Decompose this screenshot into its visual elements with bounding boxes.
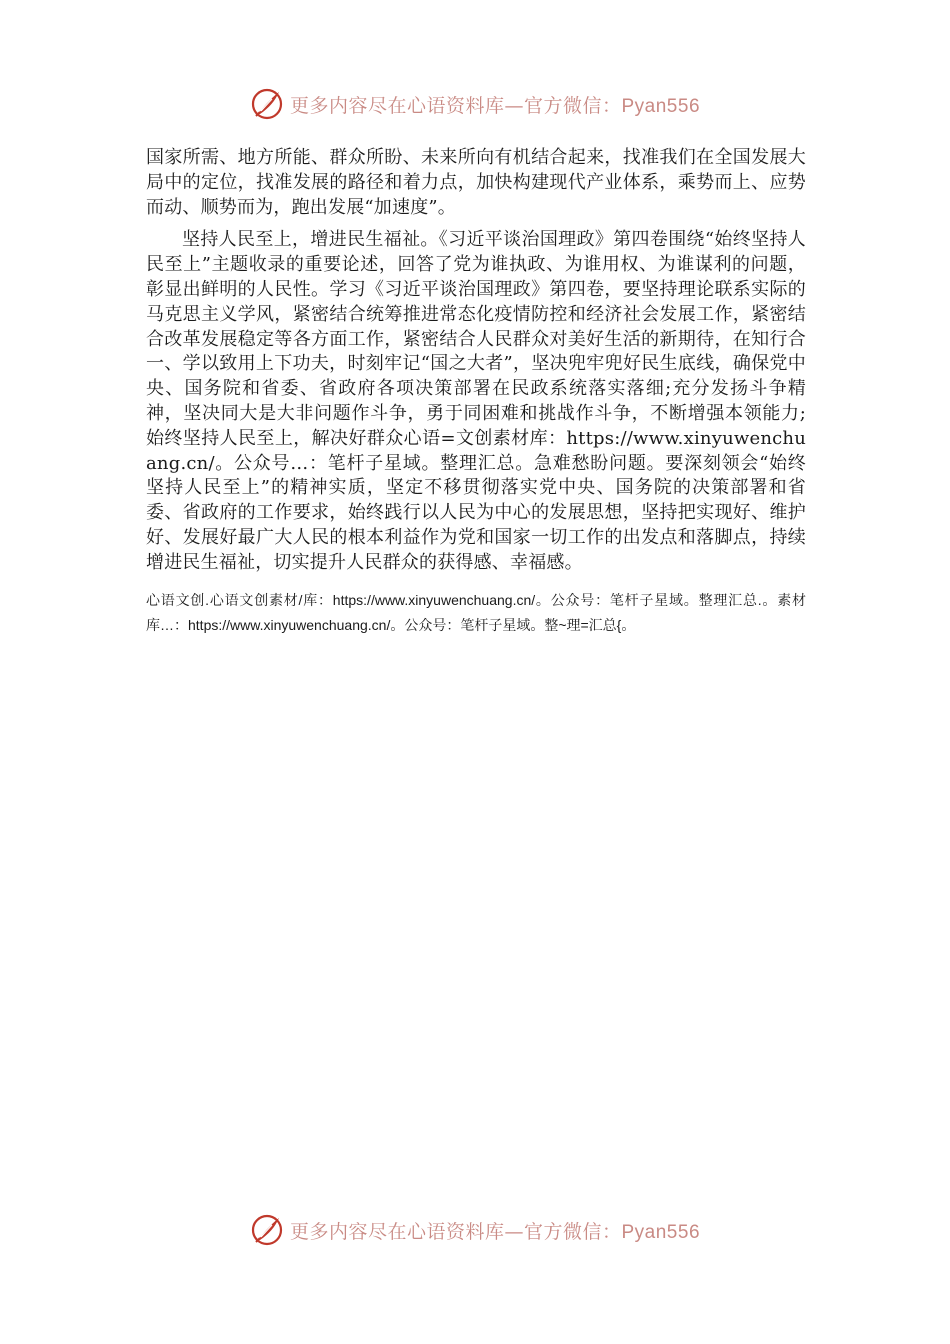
paragraph-2: 坚持人民至上，增进民生福祉。《习近平谈治国理政》第四卷围绕“始终坚持人民至上”主题收录的重要论述，回答了党为谁执政、为谁用权、为谁谋利的问题，彰显出鲜明的人民性。学习《习近平谈治国理政》第四卷，要坚持理论联系实际的马克思主义学风，紧密结合统筹推进常态化疫情防控和经济社会发展工作，紧密结合改革发展稳定等各方面工作，紧密结合人民群众对美好生活的新期待，在知行合一、学以致用上下功夫，时刻牢记“国之大者”，坚决兜牢兜好民生底线，确保党中央、国务院和省委、省政府各项决策部署在民政系统落实落细;充分发扬斗争精神，坚决同大是大非问题作斗争，勇于同困难和挑战作斗争，不断增强本领能力;始终坚持人民至上，解决好群众心语=文创素材库：https://www.xinyuwenchuang.cn/。公众号…：笔杆子星域。整理汇总。急难愁盼问题。要深刻领会“始终坚持人民至上”的精神实质，坚定不移贯彻落实党中央、国务院的决策部署和省委、省政府的工作要求，始终践行以人民为中心的发展思想，坚持把实现好、维护好、发展好最广大人民的根本利益作为党和国家一切工作的出发点和落脚点，持续增进民生福祉，切实提升人民群众的获得感、幸福感。	[146, 229, 806, 573]
quill-pen-logo-icon	[250, 87, 284, 121]
footer-wechat-id: Pyan556	[621, 1221, 701, 1243]
footer-banner-text: 更多内容尽在心语资料库—官方微信：Pyan556	[289, 1220, 701, 1243]
footer-banner	[0, 1208, 950, 1252]
header-banner	[0, 82, 950, 126]
footnote: 心语文创.心语文创素材/库：https://www.xinyuwenchuang.cn/。公众号：笔杆子星域。整理汇总.。素材库…：https://www.xinyuwenchuang.cn/。公众号：笔杆子星域。整~理=汇总{。	[146, 591, 806, 633]
header-banner-text: 更多内容尽在心语资料库—官方微信：Pyan556	[289, 94, 701, 117]
paragraph-1: 国家所需、地方所能、群众所盼、未来所向有机结合起来，找准我们在全国发展大局中的定位，找准发展的路径和着力点，加快构建现代产业体系，乘势而上、应势而动、顺势而为，跑出发展“加速度”。	[146, 147, 806, 218]
document-body	[146, 146, 806, 638]
header-wechat-id: Pyan556	[621, 95, 701, 117]
quill-pen-logo-icon	[250, 1213, 284, 1247]
